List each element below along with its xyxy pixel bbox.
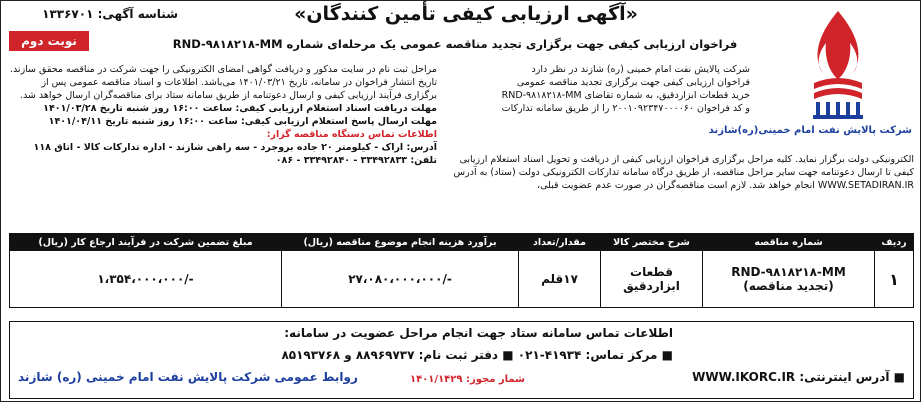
page-subtitle: فراخوان ارزیابی کیفی جهت برگزاری تجدید مناقصه عمومی یک مرحله‌ای شماره RND-۹۸۱۸۲۱۸-MM bbox=[172, 37, 738, 51]
deadline-docs: مهلت دریافت اسناد استعلام ارزیابی کیفی: ساعت ۱۶:۰۰ روز شنبه تاریخ ۱۴۰۱/۰۳/۲۸ bbox=[43, 103, 437, 114]
permit-number: شمار مجوز: ۱۴۰۱/۱۴۲۹ bbox=[410, 374, 525, 385]
description-line-2: ابزاردقیق bbox=[623, 279, 680, 293]
description-line-1: قطعات bbox=[630, 265, 673, 279]
contact-address: آدرس: اراک - کیلومتر ۲۰ جاده بروجرد - سه راهی شازند - اداره تدارکات کالا - اتاق ۱۱۸ bbox=[33, 142, 437, 153]
cell-description bbox=[601, 251, 703, 308]
cell-quantity: ۱۷قلم bbox=[519, 251, 601, 308]
col-quantity: مقدار/تعداد bbox=[519, 234, 601, 251]
tender-table bbox=[9, 233, 914, 308]
website-link[interactable]: ■ آدرس اینترنتی: WWW.IKORC.IR bbox=[692, 370, 905, 384]
cell-tender-number bbox=[703, 251, 875, 308]
procedure-paragraph: الکترونیکی دولت برگزار نماید. کلیه مراحل برگزاری فراخوان ارزیابی کیفی از دریافت و تحویل اسناد استعلام ارزیابی کیفی تا ارسال دعوتنامه جهت سایر مراحل مناقصه، از طریق درگاه سامانه تدارکات الکترونیکی دولت (ستاد) به آدرس WWW.SETADIRAN.IR انجام خواهد شد. لازم است مناقصه‌گران در صورت عدم عضویت قبلی، bbox=[453, 154, 914, 191]
pr-department: روابط عمومی شرکت پالایش نفت امام خمینی (ره) شازند bbox=[18, 370, 358, 384]
cell-row: ۱ bbox=[875, 251, 914, 308]
round-badge: نوبت دوم bbox=[9, 31, 89, 51]
ad-number: شناسه آگهی: ۱۳۳۶۷۰۱ bbox=[42, 7, 178, 21]
tender-note: (تجدید مناقصه) bbox=[743, 279, 834, 293]
col-description: شرح مختصر کالا bbox=[601, 234, 703, 251]
page-title: «آگهی ارزیابی کیفی تأمین کنندگان» bbox=[294, 3, 638, 25]
table-header-row bbox=[10, 234, 914, 251]
contact-title: اطلاعات تماس دستگاه مناقصه گزار: bbox=[266, 129, 437, 140]
company-name: شرکت پالایش نفت امام خمینی(ره)شازند bbox=[708, 125, 912, 136]
contact-phone: تلفن: ۳۳۴۹۲۸۳۳ - ۳۳۴۹۲۸۴۰ - ۰۸۶ bbox=[275, 155, 437, 166]
col-tender-number: شماره مناقصه bbox=[703, 234, 875, 251]
cell-estimate: -/۲۷،۰۸۰،۰۰۰،۰۰۰ bbox=[282, 251, 519, 308]
registration-paragraph: مراحل ثبت نام در سایت مذکور و دریافت گواهی امضای الکترونیکی را جهت شرکت در مناقصه محقق سازند. تاریخ انتشار فراخوان در سامانه، تاریخ ۱۴۰۱/۰۳/۲۱ می‌باشد. اطلاعات و اسناد مناقصه عمومی پس از برگزاری فرآیند ارزیابی کیفی و ارسال دعوتنامه از طریق سامانه ستاد برای مناقصه‌گران ارسال خواهد شد. bbox=[9, 64, 437, 101]
cell-guarantee: -/۱،۳۵۴،۰۰۰،۰۰۰ bbox=[10, 251, 282, 308]
tender-number: RND-۹۸۱۸۲۱۸-MM bbox=[731, 265, 846, 279]
deadline-reply: مهلت ارسال پاسخ استعلام ارزیابی کیفی: ساعت ۱۶:۰۰ روز شنبه تاریخ ۱۴۰۱/۰۴/۱۱ bbox=[48, 116, 437, 127]
registration-column bbox=[7, 63, 437, 167]
col-estimate: برآورد هزینه انجام موضوع مناقصه (ریال) bbox=[282, 234, 519, 251]
col-guarantee: مبلغ تضمین شرکت در فرآیند ارجاع کار (ریال) bbox=[10, 234, 282, 251]
intro-paragraph: شرکت پالایش نفت امام خمینی (ره) شازند در نظر دارد فراخوان ارزیابی کیفی جهت برگزاری تجدید مناقصه عمومی خرید قطعات ابزاردقیق، به شماره تقاضای RND-۹۸۱۸۲۱۸-MM و کد فراخوان ۲۰۰۱۰۹۲۳۴۷۰۰۰۰۶۰ را از طریق سامانه تدارکات bbox=[501, 64, 750, 114]
footer-box bbox=[9, 321, 914, 399]
setad-title: اطلاعات تماس سامانه ستاد جهت انجام مراحل عضویت در سامانه: bbox=[284, 326, 673, 340]
setad-contact: ■ مرکز تماس: ۴۱۹۳۴-۰۲۱ ■ دفتر ثبت نام: ۸۸۹۶۹۷۳۷ و ۸۵۱۹۳۷۶۸ bbox=[281, 348, 673, 362]
col-row: ردیف bbox=[875, 234, 914, 251]
flame-refinery-logo-icon bbox=[758, 3, 918, 123]
company-logo bbox=[708, 3, 918, 141]
table-row bbox=[10, 251, 914, 308]
